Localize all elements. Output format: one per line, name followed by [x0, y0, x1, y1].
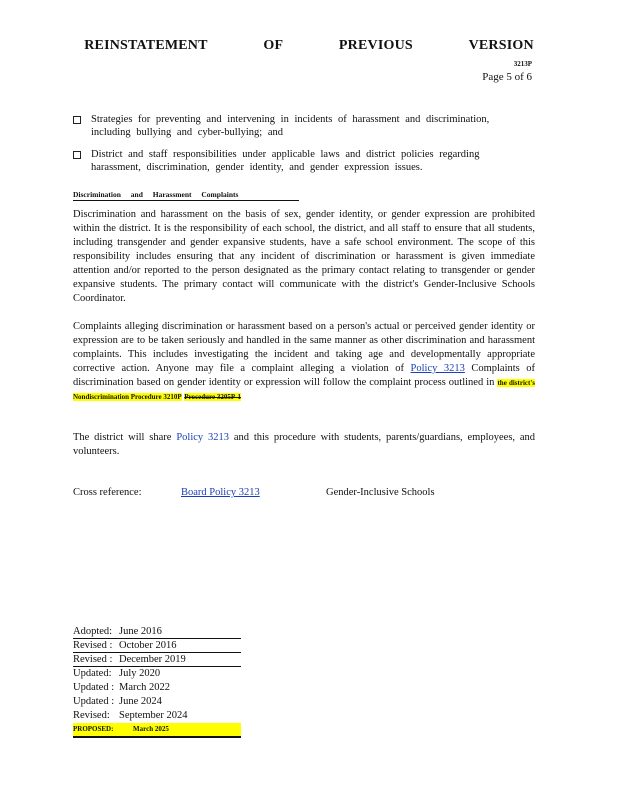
document-title: [0, 38, 618, 54]
history-label: Revised :: [73, 640, 113, 651]
history-date: September 2024: [119, 710, 188, 721]
policy-3213-link-2[interactable]: Policy 3213: [176, 432, 229, 443]
history-label: Revised:: [73, 710, 110, 721]
struck-procedure-highlight: Procedure 3205P-1: [184, 393, 241, 401]
history-row: [73, 639, 241, 653]
history-label: Revised :: [73, 654, 113, 665]
history-row: [73, 695, 241, 708]
history-label: PROPOSED:: [73, 725, 114, 733]
cross-reference-label: Cross reference:: [73, 487, 142, 498]
sharing-text-1: The district will share: [73, 432, 172, 443]
history-row: [73, 681, 241, 694]
bullet-square-icon: [73, 116, 81, 124]
sharing-text-2: and this procedure with students, parents/guardians, employees, and volunteers.: [73, 432, 536, 457]
title-word-3: PREVIOUS: [338, 38, 413, 53]
history-row: [73, 709, 241, 722]
policy-3213-link[interactable]: Policy 3213: [410, 363, 465, 374]
title-word-1: REINSTATEMENT: [84, 38, 208, 53]
history-row: [73, 653, 241, 667]
bullet-text: Strategies for preventing and intervening in incidents of harassment and discrimination, including bullying and cyber-bullying; and: [91, 114, 490, 138]
history-date: June 2024: [119, 696, 162, 707]
bullet-text: District and staff responsibilities under applicable laws and district policies regarding harassment, discrimination, gender identity, and gender expression issues.: [91, 149, 480, 173]
history-date: December 2019: [119, 654, 186, 665]
history-date: October 2016: [119, 640, 177, 651]
complaints-text-2: Complaints of discrimination based on gender identity or expression will follow the complaint process outlined in: [73, 363, 535, 388]
history-label: Updated:: [73, 668, 112, 679]
history-label: Updated :: [73, 696, 115, 707]
paragraph-responsibility: Discrimination and harassment on the basis of sex, gender identity, or gender expression are prohibited within the district. It is the responsibility of each school, the district, and all staff to ensure that all students, including transgender and gender expansive students, have a safe school environment. The scope of this responsibility includes ensuring that any incident of discrimination or harassment is given immediate attention and/or reported to the person designated as the primary contact relating to transgender or gender expansive students. The primary contact will communicate with the district's Gender-Inclusive Schools Coordinator.: [73, 209, 535, 304]
page-number: Page 5 of 6: [482, 71, 532, 83]
title-word-4: VERSION: [468, 38, 534, 53]
title-word-2: OF: [263, 38, 284, 53]
cross-reference-subject: Gender-Inclusive Schools: [326, 487, 435, 498]
history-label: Adopted:: [73, 626, 113, 637]
history-row: [73, 667, 241, 680]
history-date: June 2016: [119, 626, 162, 637]
complaints-text-1: Complaints alleging discrimination or harassment based on a person's actual or perceived gender identity or expression are to be taken seriously and handled in the same manner as other discrimination and harassment complaints. This includes investigating the incident and taking age and developmentally appropriate corrective action. Anyone may file a complaint alleging a violation of: [73, 321, 535, 374]
paragraph-complaints: [73, 320, 535, 404]
policy-code: 3213P: [513, 60, 532, 68]
history-row: [73, 625, 241, 639]
history-date: March 2025: [133, 725, 169, 733]
bullet-item-2: [73, 148, 513, 176]
inserted-procedure-highlight: the district's Nondiscrimination Procedure 3210P: [73, 379, 536, 401]
board-policy-link[interactable]: Board Policy 3213: [181, 487, 260, 498]
history-date: March 2022: [119, 682, 171, 693]
section-heading: Discrimination and Harassment Complaints: [73, 190, 299, 201]
history-row-proposed: [73, 723, 241, 738]
history-date: July 2020: [119, 668, 161, 679]
paragraph-sharing: [73, 431, 535, 459]
bullet-square-icon: [73, 151, 81, 159]
history-label: Updated :: [73, 682, 115, 693]
bullet-item-1: [73, 113, 513, 141]
